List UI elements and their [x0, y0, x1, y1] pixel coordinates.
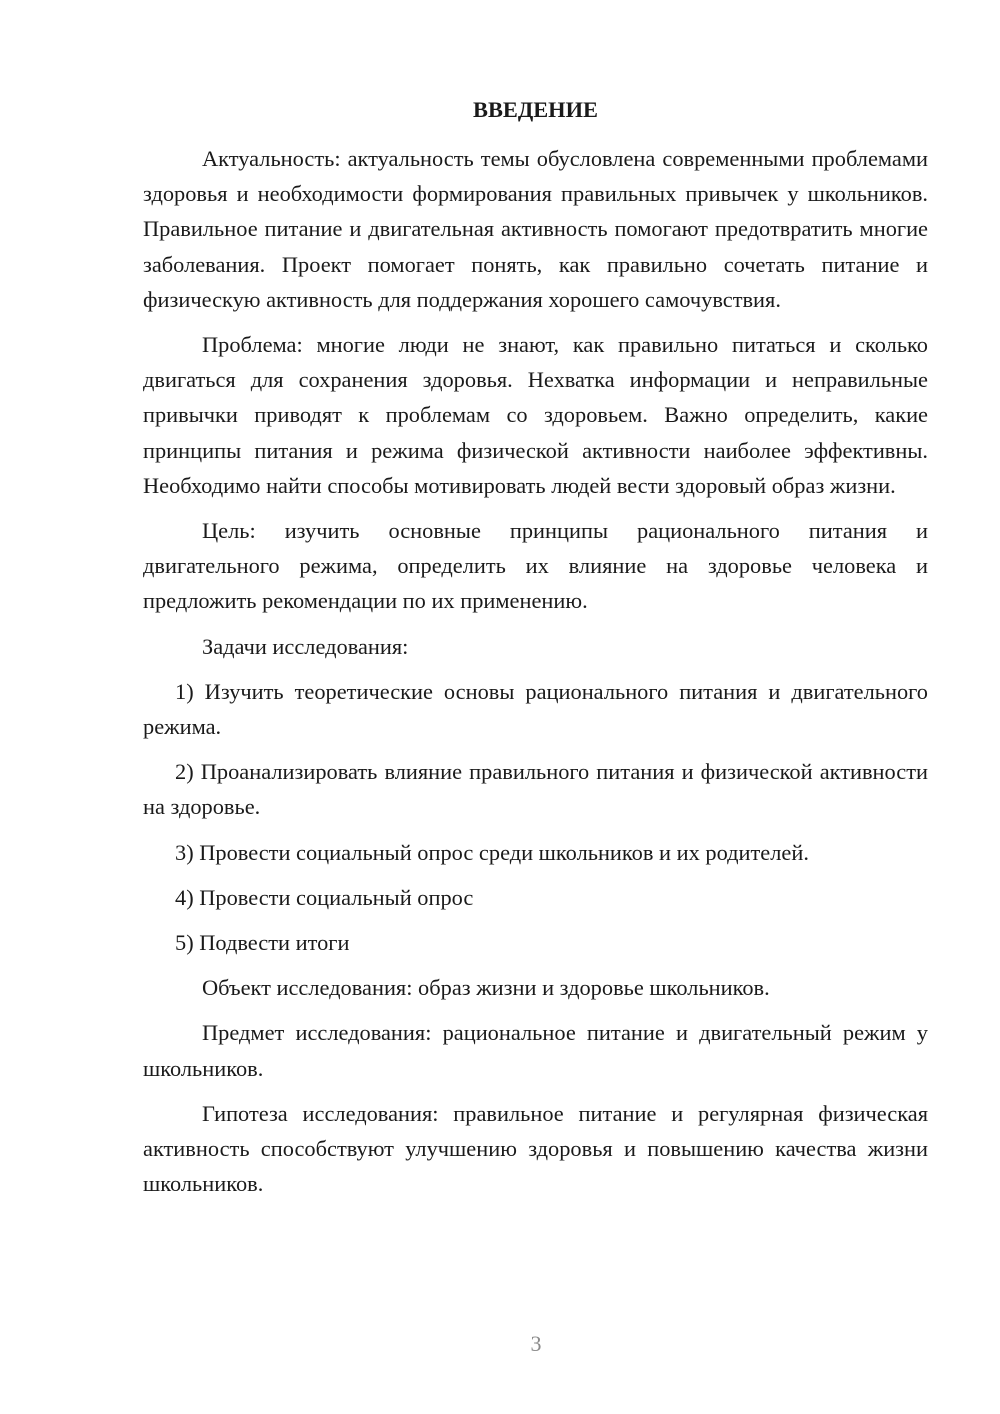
- paragraph-hypothesis: Гипотеза исследования: правильное питание и регулярная физическая активность способствуют улучшению здоровья и повышению качества жизни школьников.: [143, 1100, 928, 1197]
- paragraph-goal: Цель: изучить основные принципы рационального питания и двигательного режима, определить их влияние на здоровье человека и предложить рекомендации по их применению.: [143, 518, 928, 614]
- task-item-1: 1) Изучить теоретические основы рационального питания и двигательного режима.: [143, 678, 928, 740]
- task-item-2: 2) Проанализировать влияние правильного питания и физической активности на здоровье.: [143, 759, 928, 820]
- paragraph-tasks-heading: Задачи исследования:: [202, 633, 409, 659]
- paragraph-subject: Предмет исследования: рациональное питание и двигательный режим у школьников.: [143, 1020, 928, 1081]
- paragraph-object: Объект исследования: образ жизни и здоровье школьников.: [202, 975, 770, 1001]
- paragraph-problem: Проблема: многие люди не знают, как правильно питаться и сколько двигаться для сохранения здоровья. Нехватка информации и неправильные привычки приводят к проблемам со здоровьем. Важно определить, какие принципы питания и режима физической активности наиболее эффективны. Необходимо найти способы мотивировать людей вести здоровый образ жизни.: [143, 332, 928, 498]
- paragraph-relevance: Актуальность: актуальность темы обусловлена современными проблемами здоровья и необходимости формирования правильных привычек у школьников. Правильное питание и двигательная активность помогают предотвратить многие заболевания. Проект помогает понять, как правильно сочетать питание и физическую активность для поддержания хорошего самочувствия.: [143, 146, 928, 312]
- page-title: ВВЕДЕНИЕ: [473, 97, 598, 122]
- document-page: [143, 92, 928, 1211]
- task-item-5: 5) Подвести итоги: [175, 930, 350, 956]
- task-item-3: 3) Провести социальный опрос среди школьников и их родителей.: [175, 839, 809, 865]
- page-number: 3: [530, 1331, 542, 1356]
- task-item-4: 4) Провести социальный опрос: [175, 884, 474, 910]
